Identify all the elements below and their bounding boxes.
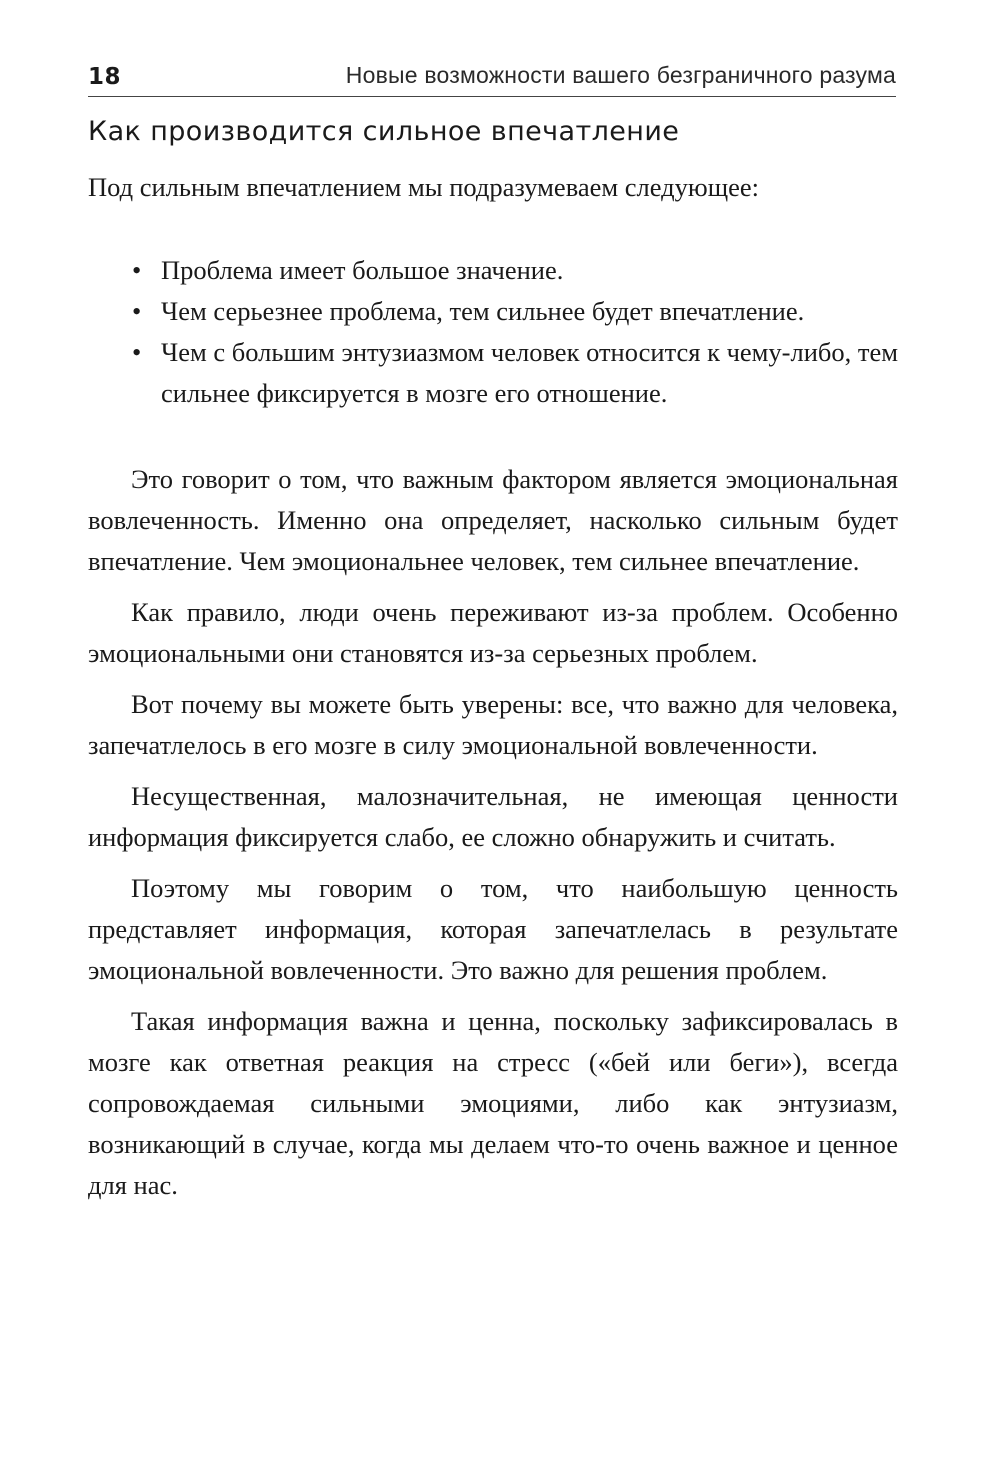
- bullet-icon: •: [132, 337, 142, 367]
- body-paragraph: Несущественная, малозначительная, не имеющая ценности информация фиксируется слабо, ее сложно обнаружить и считать.: [88, 781, 898, 852]
- bullet-icon: •: [132, 296, 142, 326]
- body-paragraph: Поэтому мы говорим о том, что наибольшую ценность представляет информация, которая запечатлелась в результате эмоциональной вовлеченности. Это важно для решения проблем.: [88, 873, 898, 985]
- page-number: 18: [88, 64, 122, 90]
- intro-paragraph: Под сильным впечатлением мы подразумеваем следующее:: [88, 172, 760, 202]
- body-paragraph: Как правило, люди очень переживают из-за проблем. Особенно эмоциональными они становятся из-за серьезных проблем.: [88, 597, 898, 668]
- bullet-icon: •: [132, 255, 142, 285]
- bullet-text: Чем серьезнее проблема, тем сильнее будет впечатление.: [161, 296, 805, 326]
- bullet-list: [88, 250, 898, 414]
- book-title: Новые возможности вашего безграничного разума: [345, 62, 896, 88]
- body-paragraph: Вот почему вы можете быть уверены: все, что важно для человека, запечатлелось в его мозге в силу эмоциональной вовлеченности.: [88, 689, 898, 760]
- body-paragraph: Это говорит о том, что важным фактором является эмоциональная вовлеченность. Именно она определяет, насколько сильным будет впечатление. Чем эмоциональнее человек, тем сильнее впечатление.: [88, 464, 898, 576]
- bullet-text: Чем с большим энтузиазмом человек относится к чему-либо, тем сильнее фиксируется в мозге его отношение.: [161, 337, 899, 408]
- section-heading: Как производится сильное впечатление: [88, 116, 680, 147]
- bullet-item: [88, 332, 898, 414]
- bullet-item: [88, 291, 898, 332]
- running-header: [88, 62, 896, 97]
- body-paragraph: Такая информация важна и ценна, поскольку зафиксировалась в мозге как ответная реакция на стресс («бей или беги»), всегда сопровождаемая сильными эмоциями, либо как энтузиазм, возникающий в случае, когда мы делаем что-то очень важное и ценное для нас.: [88, 1006, 898, 1200]
- bullet-item: [88, 250, 898, 291]
- body-text: [88, 459, 898, 1216]
- bullet-text: Проблема имеет большое значение.: [161, 255, 564, 285]
